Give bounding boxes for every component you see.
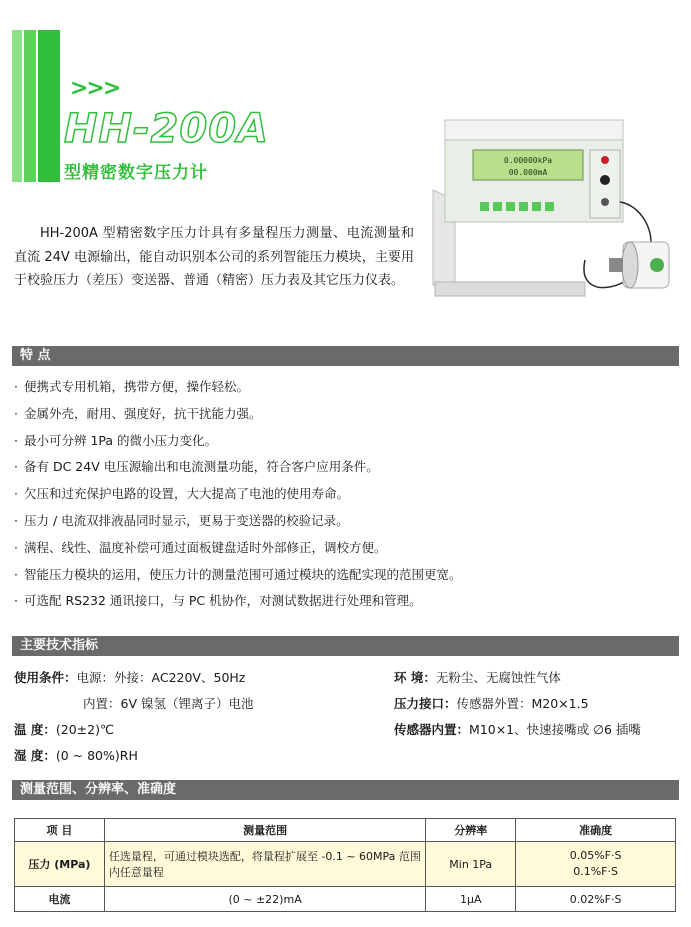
spec-pressure-port: 压力接口：传感器外置：M20×1.5 bbox=[394, 696, 589, 711]
table-row bbox=[15, 887, 676, 912]
list-item: · 压力 / 电流双排液晶同时显示，更易于变送器的校验记录。 bbox=[14, 512, 349, 528]
cell-accuracy: 0.05%F·S 0.1%F·S bbox=[516, 842, 676, 887]
col-header-item: 项 目 bbox=[15, 819, 105, 842]
list-item: · 智能压力模块的运用，使压力计的测量范围可通过模块的选配实现的范围更宽。 bbox=[14, 566, 462, 582]
features-list bbox=[14, 378, 674, 619]
specs-section-bar: 主要技术指标 bbox=[12, 636, 679, 656]
list-item: · 便携式专用机箱，携带方便，操作轻松。 bbox=[14, 379, 250, 394]
spec-temperature: 温 度：(20±2)℃ bbox=[14, 722, 114, 737]
col-header-resolution: 分辨率 bbox=[426, 819, 516, 842]
display-line-2: 00.000mA bbox=[508, 168, 548, 177]
col-header-accuracy: 准确度 bbox=[516, 819, 676, 842]
list-item: · 金属外壳，耐用、强度好，抗干扰能力强。 bbox=[14, 405, 262, 421]
table-header-row bbox=[15, 819, 676, 842]
model-title: HH-200A bbox=[64, 106, 270, 152]
list-item: · 备有 DC 24V 电压源输出和电流测量功能，符合客户应用条件。 bbox=[14, 459, 379, 475]
cell-accuracy: 0.02%F·S bbox=[516, 887, 676, 912]
list-item: · 满程、线性、温度补偿可通过面板键盘适时外部修正，调校方便。 bbox=[14, 539, 387, 555]
spec-environment: 环 境：无粉尘、无腐蚀性气体 bbox=[394, 670, 561, 685]
spec-sensor-internal: 传感器内置：M10×1、快速接嘴或 ∅6 插嘴 bbox=[394, 722, 641, 737]
list-item: · 最小可分辨 1Pa 的微小压力变化。 bbox=[14, 432, 218, 448]
measurement-table bbox=[14, 818, 676, 912]
cell-range: (0 ~ ±22)mA bbox=[104, 887, 425, 912]
pressure-gauge-device-image bbox=[425, 110, 685, 330]
intro-paragraph: HH-200A 型精密数字压力计具有多量程压力测量、电流测量和直流 24V 电源输出，能自动识别本公司的系列智能压力模块，主要用于校验压力（差压）变送器、普通（精密）压力表及其它压力仪表。 bbox=[14, 226, 414, 288]
spec-humidity: 湿 度：(0 ~ 80%)RH bbox=[14, 748, 138, 763]
header-decoration-bars bbox=[12, 30, 60, 182]
measure-section-bar: 测量范围、分辨率、准确度 bbox=[12, 780, 679, 800]
cell-resolution: 1μA bbox=[426, 887, 516, 912]
chevron-right-icon: >>> bbox=[70, 76, 120, 101]
cell-range: 任选量程，可通过模块选配，将量程扩展至 -0.1 ~ 60MPa 范围内任意量程 bbox=[104, 842, 425, 887]
cell-item: 压力 (MPa) bbox=[15, 842, 105, 887]
spec-internal-power: 内置：6V 镍氢（锂离子）电池 bbox=[83, 696, 254, 711]
list-item: · 欠压和过充保护电路的设置，大大提高了电池的使用寿命。 bbox=[14, 486, 350, 502]
features-section-bar: 特 点 bbox=[12, 346, 679, 366]
display-line-1: 0.00000kPa bbox=[503, 156, 553, 165]
cell-resolution: Min 1Pa bbox=[426, 842, 516, 887]
col-header-range: 测量范围 bbox=[104, 819, 425, 842]
list-item: · 可选配 RS232 通讯接口，与 PC 机协作，对测试数据进行处理和管理。 bbox=[14, 593, 422, 609]
model-subtitle: 型精密数字压力计 bbox=[64, 163, 208, 183]
spec-use-conditions: 使用条件：电源：外接：AC220V、50Hz bbox=[14, 670, 246, 685]
cell-item: 电流 bbox=[15, 887, 105, 912]
table-row bbox=[15, 842, 676, 887]
